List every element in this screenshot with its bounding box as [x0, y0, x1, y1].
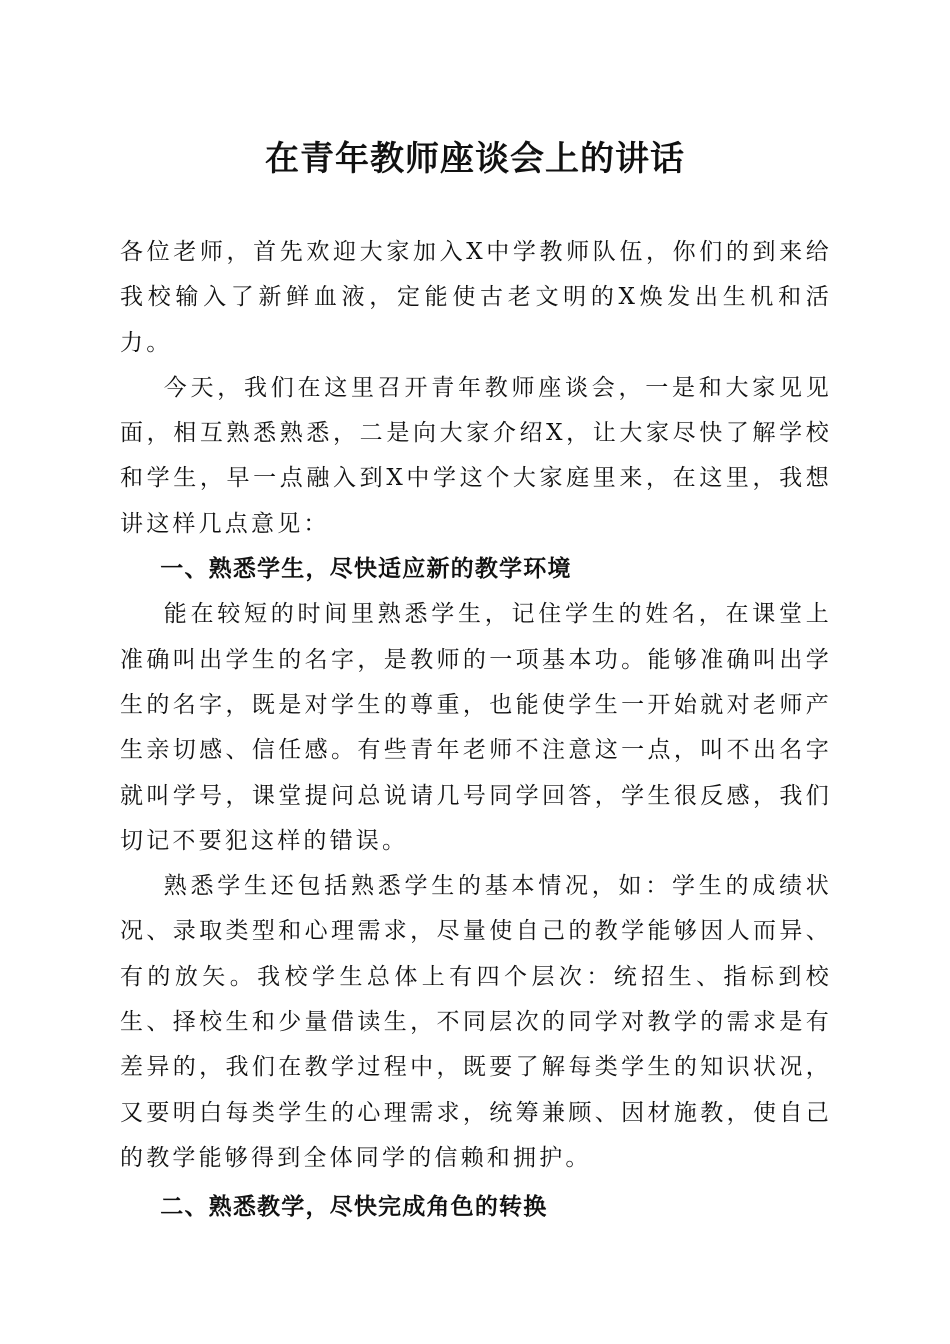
paragraph-greeting: 各位老师，首先欢迎大家加入X中学教师队伍，你们的到来给我校输入了新鲜血液，定能使古老文明的X焕发出生机和活力。 — [120, 239, 832, 356]
document-title: 在青年教师座谈会上的讲话 — [265, 139, 685, 179]
paragraph-know-names: 能在较短的时间里熟悉学生，记住学生的姓名，在课堂上准确叫出学生的名字，是教师的一项基本功。能够准确叫出学生的名字，既是对学生的尊重，也能使学生一开始就对老师产生亲切感、信任感。有些青年老师不注意这一点，叫不出名字就叫学号，课堂提问总说请几号同学回答，学生很反感，我们切记不要犯这样的错误。 — [120, 601, 832, 854]
section-heading-1: 一、熟悉学生，尽快适应新的教学环境 — [160, 556, 572, 583]
section-heading-2: 二、熟悉教学，尽快完成角色的转换 — [160, 1194, 548, 1221]
document-body — [120, 230, 832, 1232]
paragraph-know-background: 熟悉学生还包括熟悉学生的基本情况，如：学生的成绩状况、录取类型和心理需求，尽量使自己的教学能够因人而异、有的放矢。我校学生总体上有四个层次：统招生、指标到校生、择校生和少量借读生，不同层次的同学对教学的需求是有差异的，我们在教学过程中，既要了解每类学生的知识状况，又要明白每类学生的心理需求，统筹兼顾、因材施教，使自己的教学能够得到全体同学的信赖和拥护。 — [120, 873, 832, 1171]
paragraph-intro: 今天，我们在这里召开青年教师座谈会，一是和大家见见面，相互熟悉熟悉，二是向大家介绍X，让大家尽快了解学校和学生，早一点融入到X中学这个大家庭里来，在这里，我想讲这样几点意见： — [120, 374, 832, 537]
